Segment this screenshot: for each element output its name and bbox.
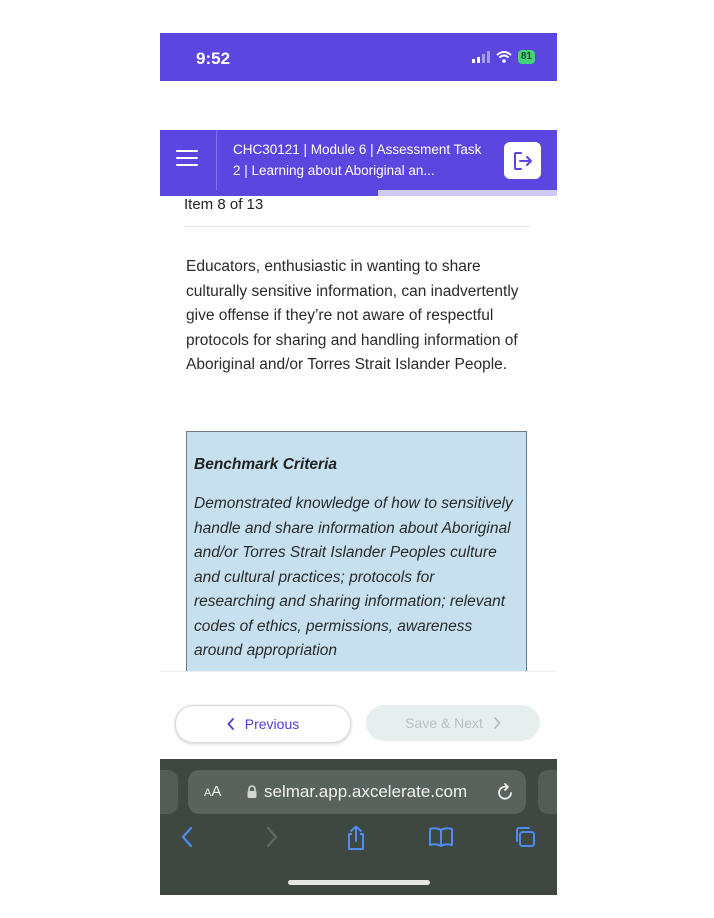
previous-tab-preview[interactable] xyxy=(160,770,178,814)
next-tab-preview[interactable] xyxy=(538,770,557,814)
battery-indicator: 81 xyxy=(518,50,535,64)
forward-icon[interactable] xyxy=(265,825,279,849)
question-content xyxy=(160,196,557,671)
reload-icon[interactable] xyxy=(496,782,514,802)
status-icons xyxy=(472,50,535,64)
save-next-button[interactable] xyxy=(366,705,540,741)
save-next-label: Save & Next xyxy=(405,715,483,731)
back-icon[interactable] xyxy=(180,825,194,849)
status-time: 9:52 xyxy=(196,49,231,68)
exit-button[interactable] xyxy=(504,142,541,179)
share-icon[interactable] xyxy=(345,825,367,851)
menu-icon[interactable] xyxy=(176,150,198,168)
assessment-title: CHC30121 | Module 6 | Assessment Task 2 | Learning about Aboriginal an... xyxy=(233,142,482,178)
previous-label: Previous xyxy=(244,716,300,732)
chevron-right-icon xyxy=(493,717,501,729)
lock-icon xyxy=(246,785,258,799)
browser-toolbar xyxy=(160,825,557,851)
benchmark-text: Demonstrated knowledge of how to sensitively handle and share information about Aboriginal and/or Torres Strait Islander Peoples culture and cultural practices; protocols for researching and sharing information; relevant codes of ethics, permissions, awareness around appropriation xyxy=(194,495,513,659)
question-text: Educators, enthusiastic in wanting to share culturally sensitive information, can inadvertently give offense if they’re not aware of respectful protocols for sharing and handling information of Aboriginal and/or Torres Strait Islander People. xyxy=(186,258,519,373)
app-header xyxy=(160,130,557,193)
benchmark-title: Benchmark Criteria xyxy=(194,456,338,473)
bookmarks-icon[interactable] xyxy=(428,825,454,849)
item-counter: Item 8 of 13 xyxy=(184,196,264,213)
cellular-signal-icon xyxy=(472,51,490,63)
url-text: selmar.app.axcelerate.com xyxy=(264,782,468,801)
tabs-icon[interactable] xyxy=(513,825,537,849)
benchmark-criteria-box xyxy=(186,431,527,671)
address-bar[interactable] xyxy=(188,770,526,814)
previous-button[interactable] xyxy=(175,705,351,743)
navigation-bar xyxy=(160,671,557,760)
reader-settings-button[interactable]: AA xyxy=(204,783,222,800)
phone-screen xyxy=(160,33,557,895)
exit-icon xyxy=(512,150,534,172)
browser-chrome xyxy=(160,759,557,895)
home-indicator xyxy=(288,880,430,885)
wifi-icon xyxy=(496,51,512,63)
divider xyxy=(184,226,531,227)
chevron-left-icon xyxy=(227,718,235,730)
status-bar xyxy=(160,33,557,81)
header-divider xyxy=(216,130,217,193)
